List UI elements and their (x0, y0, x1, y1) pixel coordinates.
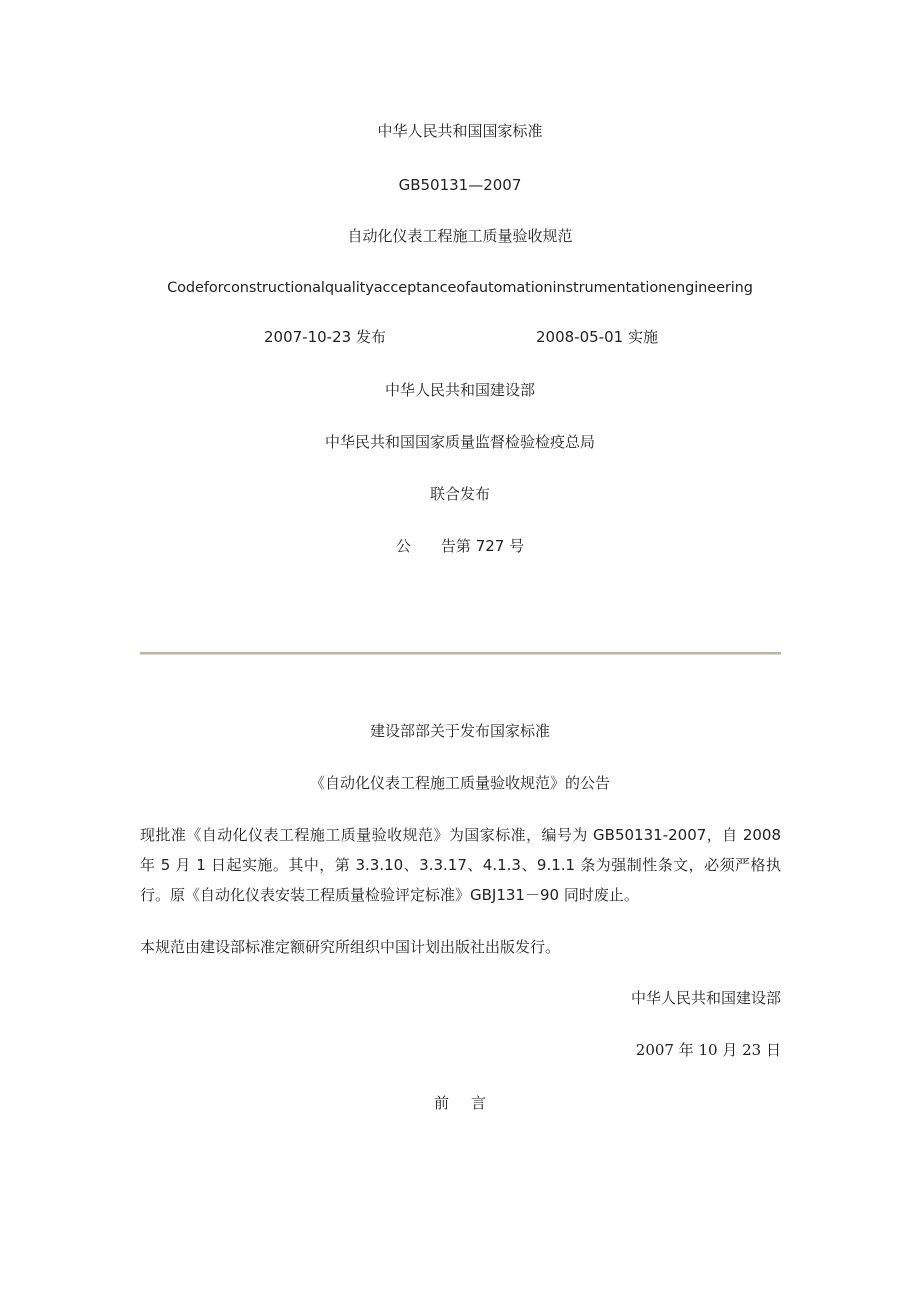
notice-heading-line-2: 《自动化仪表工程施工质量验收规范》的公告 (309, 774, 610, 792)
notice-date: 2007 年 10 月 23 日 (635, 1041, 781, 1059)
joint-issue-label: 联合发布 (429, 485, 490, 503)
standard-title-cn: 自动化仪表工程施工质量验收规范 (347, 227, 573, 245)
notice-heading-line-1: 建设部部关于发布国家标准 (369, 722, 550, 740)
issuer-ministry: 中华人民共和国建设部 (384, 381, 535, 399)
notice-paragraph-publisher: 本规范由建设部标准定额研究所组织中国计划出版社出版发行。 (140, 938, 561, 956)
preface-heading (0, 1093, 920, 1113)
announcement-number-part-b: 告第 727 号 (440, 537, 525, 555)
issue-date: 2007-10-23 发布 (264, 328, 386, 346)
notice-signatory: 中华人民共和国建设部 (630, 989, 781, 1007)
standard-code: GB50131—2007 (398, 176, 522, 194)
national-standard-label: 中华人民共和国国家标准 (377, 122, 543, 140)
standard-title-en: Codeforconstructionalqualityacceptanceofautomationinstrumentationengineering (167, 280, 753, 296)
preface-heading-part-a: 前 (433, 1094, 449, 1112)
notice-paragraph-approval: 现批准《自动化仪表工程施工质量验收规范》为国家标准，编号为 GB50131-2007，自 2008 年 5 月 1 日起实施。其中，第 3.3.10、3.3.17、4.1.3、9.1.1 条为强制性条文，必须严格执行。原《自动化仪表安装工程质量检验评定标准》GBJ131－90 同时废止。 (140, 826, 781, 904)
preface-heading-part-b: 言 (471, 1094, 487, 1112)
announcement-number-part-a: 公 (395, 537, 411, 555)
section-divider (140, 652, 781, 655)
issuer-quality-bureau: 中华民共和国国家质量监督检验检疫总局 (324, 433, 595, 451)
announcement-number (0, 536, 920, 556)
implement-date: 2008-05-01 实施 (536, 328, 658, 346)
